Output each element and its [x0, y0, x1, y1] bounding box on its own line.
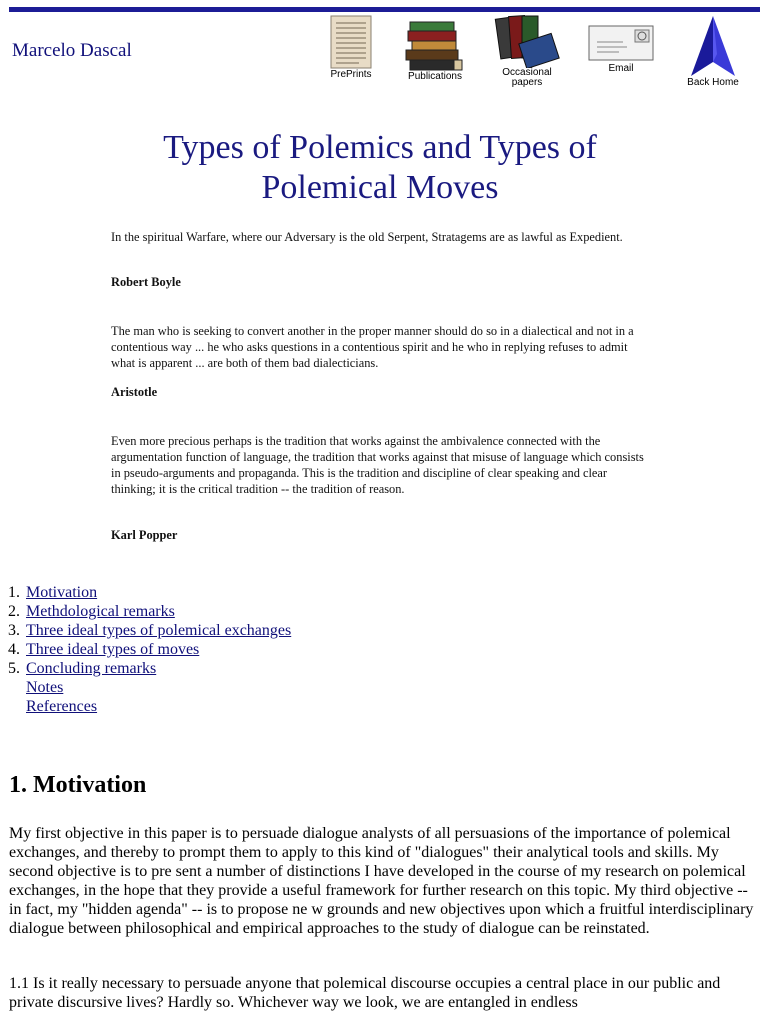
- toc-link-notes[interactable]: Notes: [26, 679, 64, 696]
- epigraph-author: Robert Boyle: [111, 275, 181, 289]
- toc-link-concluding-remarks[interactable]: Concluding remarks: [26, 660, 157, 677]
- toc-item: [8, 678, 291, 697]
- toc-item: 1. Motivation: [8, 584, 98, 601]
- toc-link-polemical-exchanges[interactable]: Three ideal types of polemical exchanges: [26, 622, 292, 639]
- author-name: Marcelo Dascal: [12, 40, 132, 61]
- body-paragraph: 1.1 Is it really necessary to persuade anyone that polemical discourse occupies a central place in our public and private discursive lives? Hardly so. Whichever way we look, we are entangled in endless: [9, 975, 721, 1011]
- epigraph-text: Even more precious perhaps is the tradition that works against the ambivalence connected with the argumentation function of language, the tradition that works against that misuse of language which consists in pseudo-arguments and propaganda. This is the tradition and discipline of clear speaking and clear thinking; it is the critical tradition -- the tradition of reason.: [111, 434, 644, 496]
- toc-item: 4. Three ideal types of moves: [8, 641, 200, 658]
- nav-label-email: Email: [608, 63, 634, 74]
- page-title: Types of Polemics and Types of Polemical Moves: [163, 129, 597, 206]
- body-paragraph: My first objective in this paper is to persuade dialogue analysts of all persuasions of the importance of polemical exchanges, and thereby to prompt them to apply to this kind of "dialogues" their analytical tools and skills. My second objective is to pre sent a number of distinctions I have developed in the course of my research on polemical exchanges, in the hope that they provide a useful framework for further research on this topic. My third objective -- in fact, my "hidden agenda" -- is to propose ne w grounds and new objectives upon which a fruitful interdisciplinary dialogue between philosophical and empirical approaches to the study of dialogue can be reinstated.: [9, 825, 754, 937]
- toc-link-methodological-remarks[interactable]: Methdological remarks: [26, 603, 175, 620]
- nav-email[interactable]: [586, 24, 656, 74]
- toc-item: [8, 697, 291, 716]
- books-icon: [404, 20, 466, 72]
- table-of-contents: [8, 583, 291, 716]
- top-rule: [9, 7, 760, 12]
- toc-link-references[interactable]: References: [26, 698, 98, 715]
- nav-publications[interactable]: [400, 20, 470, 82]
- preprints-icon: [329, 14, 373, 70]
- nav-label-back-home: Back Home: [687, 77, 739, 88]
- nav-label-occasional-papers: Occasional papers: [502, 67, 552, 88]
- epigraph-text: In the spiritual Warfare, where our Adversary is the old Serpent, Stratagems are as lawful as Expedient.: [111, 230, 623, 244]
- toc-item: 3. Three ideal types of polemical exchanges: [8, 622, 292, 639]
- toc-link-types-of-moves[interactable]: Three ideal types of moves: [26, 641, 200, 658]
- epigraph-author: Karl Popper: [111, 528, 178, 542]
- nav-occasional-papers[interactable]: [492, 12, 562, 88]
- arrow-home-icon: [687, 14, 739, 78]
- envelope-icon: [587, 24, 655, 64]
- epigraph-text: The man who is seeking to convert another in the proper manner should do so in a dialectical and not in a contentious way ... he who asks questions in a contentious spirit and he who in replying refuses to admit what is apparent ... are both of them bad dialecticians.: [111, 324, 634, 370]
- toc-item: 5. Concluding remarks: [8, 660, 157, 677]
- nav-preprints[interactable]: [326, 14, 376, 80]
- nav-label-preprints: PrePrints: [330, 69, 372, 80]
- epigraph-author: Aristotle: [111, 385, 158, 399]
- binders-icon: [494, 12, 560, 68]
- toc-link-motivation[interactable]: Motivation: [26, 584, 98, 601]
- nav-label-publications: Publications: [408, 71, 462, 82]
- nav-back-home[interactable]: [680, 14, 746, 88]
- toc-item: 2. Methdological remarks: [8, 603, 175, 620]
- section-heading: 1. Motivation: [9, 772, 147, 798]
